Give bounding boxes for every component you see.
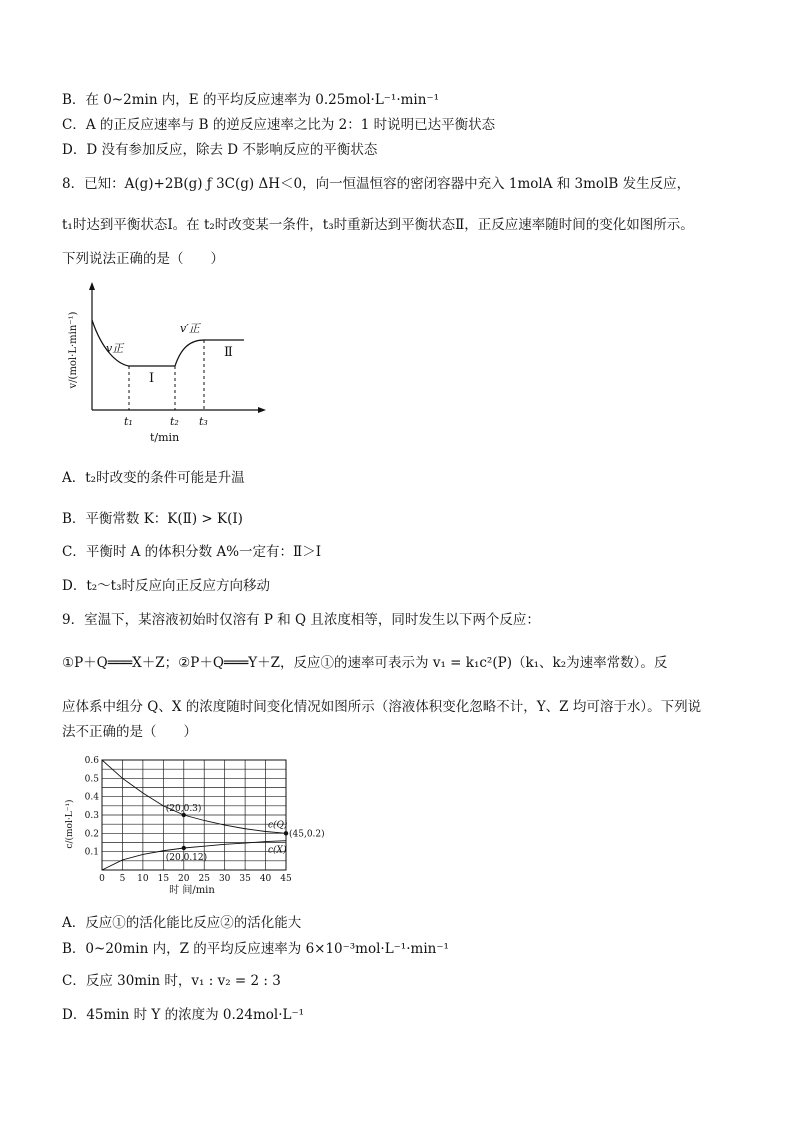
- option-7d: D．D 没有参加反应，除去 D 不影响反应的平衡状态: [62, 142, 378, 158]
- chart-ticks: [85, 756, 292, 884]
- question-8-line-1: 8．已知：A(g)+2B(g) ƒ 3C(g) ΔH＜0，向一恒温恒容的密闭容器中充入 1molA 和 3molB 发生反应，: [62, 176, 691, 192]
- y-tick-label: 0.6: [84, 756, 99, 766]
- question-9-line-1: 9．室温下，某溶液初始时仅溶有 P 和 Q 且浓度相等，同时发生以下两个反应：: [62, 612, 540, 628]
- y-tick-label: 0.1: [84, 847, 99, 858]
- x-tick-label: 30: [218, 874, 231, 884]
- y-tick-label: 0.4: [84, 792, 99, 803]
- annotation-label: (20,0.3): [165, 804, 202, 814]
- rate-time-figure: [62, 280, 272, 448]
- chart-xlabel: 时 间/min: [169, 885, 215, 896]
- option-8c: C．平衡时 A 的体积分数 A%一定有：Ⅱ＞Ⅰ: [62, 544, 322, 560]
- concentration-time-chart: [62, 752, 325, 898]
- x-tick-label: 25: [198, 874, 210, 884]
- annotation-label: (45,0.2): [289, 829, 325, 840]
- state-2-label: Ⅱ: [224, 345, 233, 360]
- state-1-label: Ⅰ: [149, 371, 155, 386]
- x-tick-label: 10: [137, 874, 149, 884]
- annotation-point: [182, 846, 186, 850]
- annotation-label: (20,0.12): [165, 853, 208, 863]
- x-axis-arrow: [258, 407, 266, 413]
- v-forward-prime-label: v′正: [180, 322, 200, 335]
- series-label: c(X): [268, 845, 287, 856]
- question-9-line-2: ①P＋Q═══X＋Z；②P＋Q═══Y＋Z，反应①的速率可表示为 v₁ = k₁c²(P)（k₁、k₂为速率常数）。反: [62, 655, 668, 671]
- option-8a: A．t₂时改变的条件可能是升温: [62, 470, 245, 486]
- x-tick-label: 15: [157, 874, 170, 884]
- question-9-line-3: 应体系中组分 Q、X 的浓度随时间变化情况如图所示（溶液体积变化忽略不计，Y、Z 均可溶于水）。下列说: [62, 699, 702, 715]
- fig1-ylabel: v/(mol·L·min⁻¹): [68, 311, 79, 389]
- chart-ylabel: c/(mol·L⁻¹): [65, 799, 75, 849]
- v-forward-label: v正: [106, 342, 124, 355]
- y-axis-arrow: [89, 282, 95, 290]
- t3-label: t₃: [199, 415, 208, 428]
- option-9d: D．45min 时 Y 的浓度为 0.24mol·L⁻¹: [62, 1007, 304, 1023]
- x-tick-label: 20: [178, 874, 190, 884]
- option-7c: C．A 的正反应速率与 B 的逆反应速率之比为 2：1 时说明已达平衡状态: [62, 117, 496, 133]
- x-tick-label: 0: [99, 874, 105, 884]
- series-label: c(Q): [268, 820, 288, 831]
- question-8-line-2: t₁时达到平衡状态Ⅰ。在 t₂时改变某一条件，t₃时重新达到平衡状态Ⅱ，正反应速率随时间的变化如图所示。: [62, 217, 694, 233]
- y-tick-label: 0.2: [84, 829, 99, 840]
- question-8-line-3: 下列说法正确的是（ ）: [62, 251, 224, 267]
- option-9b: B．0~20min 内，Z 的平均反应速率为 6×10⁻³mol·L⁻¹·min⁻¹: [62, 941, 449, 957]
- annotation-point: [284, 831, 288, 835]
- t1-label: t₁: [124, 415, 133, 428]
- x-tick-label: 40: [259, 874, 272, 884]
- option-9a: A．反应①的活化能比反应②的活化能大: [62, 915, 302, 931]
- y-tick-label: 0.3: [84, 811, 99, 821]
- option-9c: C．反应 30min 时，v₁ : v₂ = 2 : 3: [62, 973, 281, 989]
- x-tick-label: 45: [280, 874, 292, 884]
- y-tick-label: 0.5: [84, 774, 99, 785]
- x-tick-label: 35: [239, 874, 251, 884]
- option-7b: B．在 0~2min 内，E 的平均反应速率为 0.25mol·L⁻¹·min⁻¹: [62, 92, 439, 108]
- fig1-xlabel: t/min: [150, 431, 180, 444]
- option-8b: B．平衡常数 K：K(Ⅱ) > K(Ⅰ): [62, 511, 243, 527]
- t2-label: t₂: [170, 415, 179, 428]
- question-9-line-4: 法不正确的是（ ）: [62, 724, 197, 740]
- option-8d: D．t₂～t₃时反应向正反应方向移动: [62, 578, 270, 594]
- x-tick-label: 5: [119, 874, 126, 884]
